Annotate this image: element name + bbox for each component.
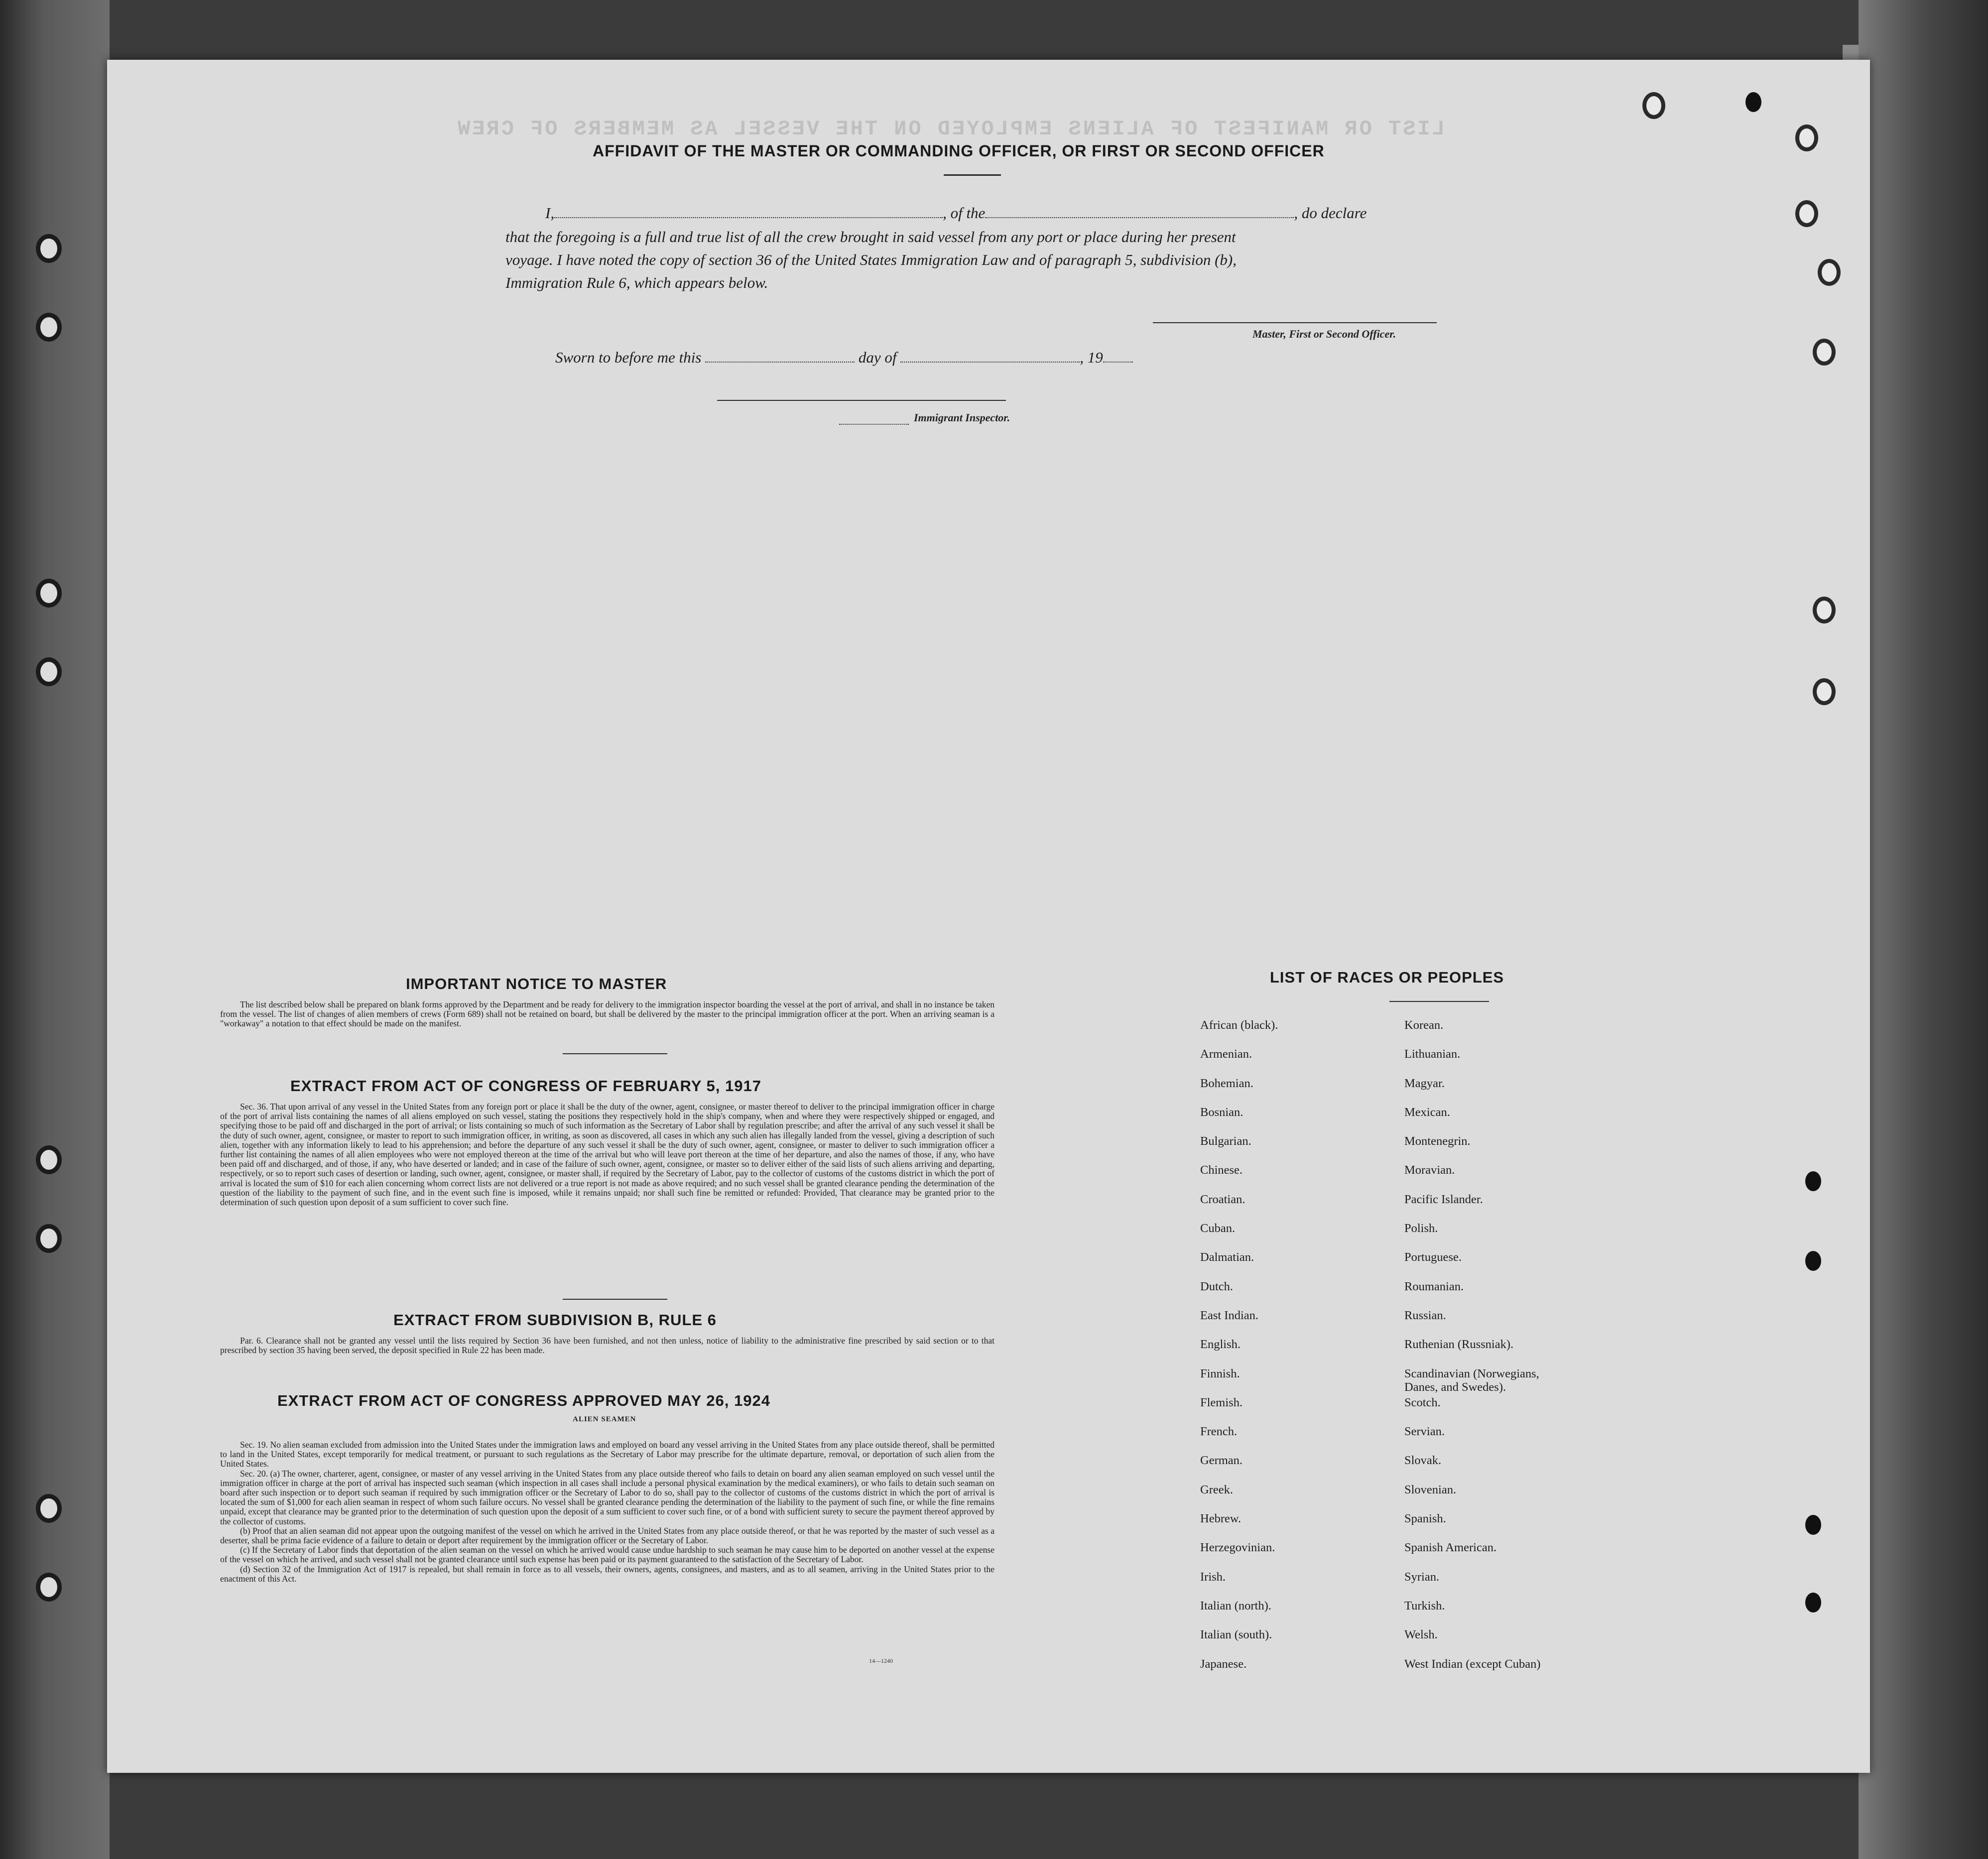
affidavit-line-3: voyage. I have noted the copy of section 36 of the United States Immigration Law and of paragraph 5, subdivision (b), [505,251,1237,268]
race-item: Mexican. [1404,1105,1450,1119]
race-item: German. [1200,1454,1243,1468]
extract-1917-body: Sec. 36. That upon arrival of any vessel in the United States from any foreign port or place it shall be the duty of the owner, agent, consignee, or master thereof to deliver to the principal immigration officer in charge of the port of arrival lists containing the names of all aliens employed on such vessel, stating the positions they respectively hold in the ship's company, when and where they were respectively shipped or engaged, and specifying those to be paid off and discharged in the port of arrival; or lists containing so much of such information as the Secretary of Labor shall by regulation prescribe; and after the arrival of any such vessel it shall be the duty of such owner, agent, consignee, or master to report to such immigration officer, in writing, as soon as discovered, all cases in which any such alien has illegally landed from the vessel, giving a description of such alien, together with any information likely to lead to his apprehension; and before the departure of any such vessel it shall be the duty of such owner, agent, consignee, or master to deliver to such immigration officer a further list containing the names of all alien employees who were not employed thereon at the time of the arrival but who will leave port thereon at the time of her departure, and also the names of those, if any, who have been paid off and discharged, and of those, if any, who have deserted or landed; and in case of the failure of such owner, agent, consignee, or master so to deliver either of the said lists of such aliens arriving and departing, respectively, or so to report such cases of desertion or landing, such owner, agent, consignee, or master shall, if required by the Secretary of Labor, pay to the collector of customs of the customs district in which the port of arrival is located the sum of $10 for each alien concerning whom correct lists are not delivered or a true report is not made as above required; and no such vessel shall be granted clearance pending the determination of the question of the liability to the payment of such fine, and in the event such fine is imposed, while it remains unpaid; nor shall such fine be remitted or refunded: Provided, That clearance may be granted prior to the determination of such question upon deposit of a sum sufficient to cover such fine. [220,1102,994,1208]
race-item: Chinese. [1200,1163,1243,1177]
punch-hole [1745,92,1761,112]
master-caption: Master, First or Second Officer. [1252,328,1396,340]
race-item: Polish. [1404,1222,1438,1236]
race-item: Ruthenian (Russniak). [1404,1338,1514,1352]
race-item: Lithuanian. [1404,1047,1461,1061]
race-item: Bulgarian. [1200,1134,1251,1148]
race-item: Bosnian. [1200,1105,1243,1119]
punch-hole [1805,1515,1821,1535]
sworn-line: Sworn to before me this day of , 19 [555,349,1133,367]
race-item: Italian (south). [1200,1628,1272,1642]
extract-1924-subtitle: ALIEN SEAMEN [573,1415,636,1423]
form-number: 14—1240 [869,1657,893,1664]
punch-hole [1805,1171,1821,1191]
race-item: Welsh. [1404,1628,1438,1642]
race-item: Montenegrin. [1404,1134,1471,1148]
ghost-bleed-heading: LIST OR MANIFEST OF ALIENS EMPLOYED ON THE VESSEL AS MEMBERS OF CREW [456,117,1445,141]
race-item: West Indian (except Cuban) [1404,1657,1541,1671]
punch-hole [1795,200,1818,227]
race-item: Italian (north). [1200,1599,1271,1612]
extract-1917-title: EXTRACT FROM ACT OF CONGRESS OF FEBRUARY 5, 1917 [290,1077,761,1095]
races-left-column [1200,1018,1278,1686]
race-item: Greek. [1200,1483,1233,1496]
binder-hole [36,657,62,686]
punch-hole [1818,259,1841,286]
race-item: Croatian. [1200,1192,1245,1206]
race-item: Scandinavian (Norwegians, Danes, and Swedes). [1404,1366,1539,1394]
race-item: Portuguese. [1404,1250,1462,1264]
binder-hole [36,1145,62,1174]
binder-hole [36,1494,62,1523]
race-item: Armenian. [1200,1047,1252,1061]
punch-hole [1813,339,1836,366]
race-item: French. [1200,1425,1238,1439]
race-item: Russian. [1404,1308,1446,1322]
race-item: Turkish. [1404,1599,1445,1612]
binder-hole [36,1573,62,1602]
race-item: Pacific Islander. [1404,1192,1483,1206]
document-page [107,60,1870,1773]
race-item: Japanese. [1200,1657,1247,1671]
race-item: Bohemian. [1200,1076,1253,1090]
punch-hole [1813,597,1836,623]
race-item: Scotch. [1404,1395,1441,1409]
race-item: Hebrew. [1200,1512,1242,1526]
right-binder-strip [1859,0,1988,1859]
affidavit-line-2: that the foregoing is a full and true list of all the crew brought in said vessel from any port or place during her present [505,228,1236,246]
affidavit-title-rule [944,174,1001,176]
race-item: Flemish. [1200,1395,1243,1409]
notice-title: IMPORTANT NOTICE TO MASTER [406,975,667,992]
punch-hole [1795,124,1818,151]
master-signature-line [1153,322,1437,323]
inspector-top-line [717,400,1006,401]
race-item: Magyar. [1404,1076,1445,1090]
inspector-line [839,411,909,429]
race-item: Finnish. [1200,1366,1240,1380]
race-item: Irish. [1200,1570,1226,1584]
race-item: Herzegovinian. [1200,1541,1275,1555]
race-item: Syrian. [1404,1570,1440,1584]
races-right-column [1404,1018,1569,1686]
extract-1924-body: Sec. 19. No alien seaman excluded from admission into the United States under the immigration laws and employed on board any vessel arriving in the United States from any place outside thereof, shall be permitted to land in the United States, except temporarily for medical treatment, or pursuant to such regulations as the Secretary of Labor may prescribe for the ultimate departure, removal, or deportation of such alien from the United States. Sec. 20. (a) The owner, charterer, agent, consignee, or master of any vessel arriving in the United States from any place outside thereof who fails to detain on board any alien seaman employed on such vessel until the immigration officer in charge at the port of arrival has inspected such seaman (which inspection in all cases shall include a personal physical examination by the medical examiners), or who fails to detain such seaman on board after such inspection or to deport such seaman if required by such immigration officer or the Secretary of Labor to do so, shall pay to the collector of customs of the customs district in which the port of arrival is located the sum of $1,000 for each alien seaman in respect of whom such failure occurs. No vessel shall be granted clearance pending the determination of the liability to the payment of such fine, or while the fine remains unpaid, except that clearance may be granted prior to the determination of such question upon the deposit of a sum sufficient to cover such fine, or of a bond with sufficient surety to secure the payment thereof approved by the collector of customs. (b) Proof that an alien seaman did not appear upon the outgoing manifest of the vessel on which he arrived in the United States from any place outside thereof, or that he was reported by the master of such vessel as a deserter, shall be prima facie evidence of a failure to detain or deport after requirement by the immigration officer or the Secretary of Labor. (c) If the Secretary of Labor finds that deportation of the alien seaman on the vessel on which he arrived would cause undue hardship to such seaman he may cause him to be deported on another vessel at the expense of the vessel on which he arrived, and such vessel shall not be granted clearance until such expense has been paid or its payment guaranteed to the satisfaction of the Secretary of Labor. (d) Section 32 of the Immigration Act of 1917 is repealed, but shall remain in force as to all vessels, their owners, agents, consignees, and masters, and as to all seamen, arriving in the United States prior to the enactment of this Act. [220,1440,994,1584]
punch-hole [1805,1251,1821,1271]
punch-hole [1805,1593,1821,1612]
punch-hole [1642,92,1665,119]
race-item: Slovak. [1404,1454,1442,1468]
binder-hole [36,313,62,342]
affidavit-title: AFFIDAVIT OF THE MASTER OR COMMANDING OFFICER, OR FIRST OR SECOND OFFICER [593,142,1325,160]
affidavit-line-1: I, , of the , do declare [545,204,1367,222]
race-item: African (black). [1200,1018,1278,1032]
race-item: East Indian. [1200,1308,1259,1322]
race-item: Spanish American. [1404,1541,1497,1555]
race-item: Korean. [1404,1018,1444,1032]
punch-hole [1813,678,1836,705]
notice-body: The list described below shall be prepared on blank forms approved by the Department and be ready for delivery to the immigration inspector boarding the vessel at the port of arrival, and shall in no instance be taken from the vessel. The list of changes of alien members of crews (Form 689) shall not be retained on board, but shall be delivered by the master to the principal immigration officer at the port. When an arriving seaman is a "workaway" a notation to that effect should be made on the manifest. [220,999,994,1029]
inspector-caption: Immigrant Inspector. [914,411,1010,424]
race-item: Roumanian. [1404,1279,1464,1293]
race-item: Spanish. [1404,1512,1446,1526]
races-title: LIST OF RACES OR PEOPLES [1270,969,1504,986]
binder-hole [36,579,62,608]
rule6-title: EXTRACT FROM SUBDIVISION B, RULE 6 [393,1311,717,1329]
binder-hole [36,1224,62,1253]
race-item: Cuban. [1200,1222,1236,1236]
race-item: Moravian. [1404,1163,1455,1177]
race-item: Slovenian. [1404,1483,1457,1496]
race-item: Dutch. [1200,1279,1233,1293]
extract-1924-title: EXTRACT FROM ACT OF CONGRESS APPROVED MAY 26, 1924 [277,1392,770,1409]
race-item: Servian. [1404,1425,1445,1439]
notice-rule [563,1053,667,1054]
affidavit-line-4: Immigration Rule 6, which appears below. [505,274,768,291]
extract-1917-rule [563,1299,667,1300]
binder-hole [36,234,62,263]
races-rule [1389,1001,1489,1002]
race-item: English. [1200,1338,1241,1352]
race-item: Dalmatian. [1200,1250,1254,1264]
rule6-body: Par. 6. Clearance shall not be granted any vessel until the lists required by Section 36 have been furnished, and not then unless, notice of liability to the administrative fine prescribed by said section or to that prescribed by section 35 having been served, the deposit specified in Rule 22 has been made. [220,1336,994,1356]
